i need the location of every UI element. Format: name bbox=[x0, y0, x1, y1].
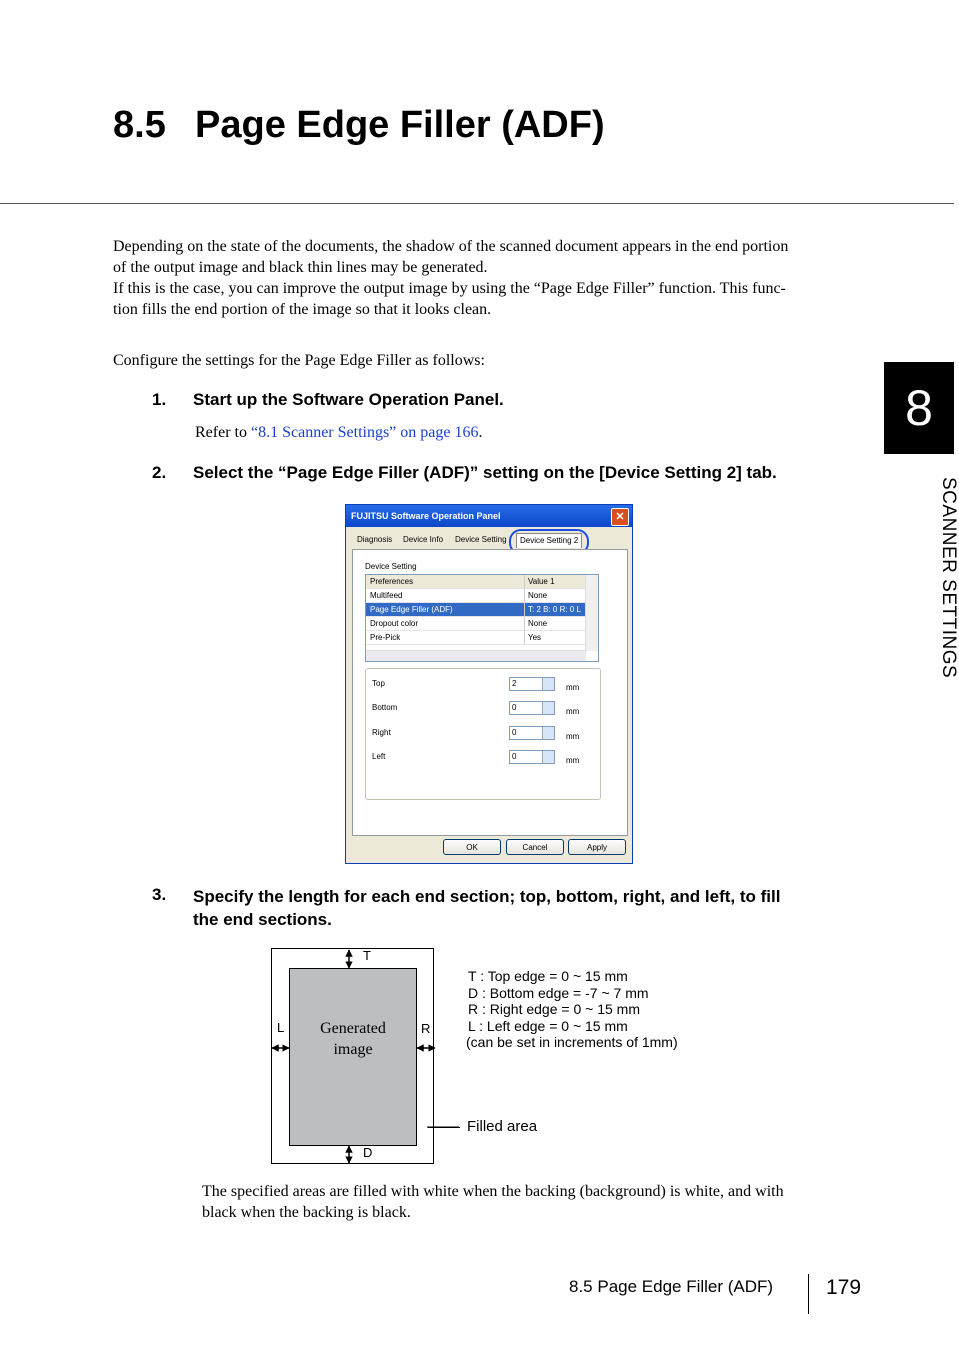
grid-row-pref: Multifeed bbox=[370, 591, 403, 600]
left-value: 0 bbox=[512, 752, 517, 761]
t-label: T bbox=[363, 948, 371, 963]
grid-header-preferences: Preferences bbox=[370, 577, 414, 586]
legend-line: (can be set in increments of 1mm) bbox=[466, 1034, 678, 1051]
grid-header bbox=[366, 575, 586, 589]
edge-settings-group bbox=[365, 668, 601, 800]
r-label: R bbox=[421, 1021, 431, 1036]
bottom-value: 0 bbox=[512, 703, 517, 712]
d-label: D bbox=[363, 1145, 373, 1160]
grid-row-pref: Dropout color bbox=[370, 619, 419, 628]
closing-paragraph bbox=[202, 1181, 862, 1223]
legend-line: R : Right edge = 0 ~ 15 mm bbox=[468, 1001, 640, 1018]
chapter-side-label bbox=[877, 477, 959, 707]
cancel-button[interactable]: Cancel bbox=[506, 839, 564, 855]
intro-line: Depending on the state of the documents, the shadow of the scanned document appears in the end portion bbox=[113, 238, 789, 255]
field-label-left: Left bbox=[372, 752, 386, 761]
spin-arrows-icon[interactable] bbox=[542, 727, 554, 739]
step-3-line: Specify the length for each end section; top, bottom, right, and left, to fill bbox=[193, 887, 781, 906]
generated-image-label-line: image bbox=[333, 1041, 373, 1058]
dialog-title: FUJITSU Software Operation Panel bbox=[351, 511, 501, 521]
edge-arrows bbox=[265, 944, 445, 1168]
grid-vertical-scrollbar[interactable] bbox=[585, 575, 598, 651]
legend-line: D : Bottom edge = -7 ~ 7 mm bbox=[468, 984, 649, 1001]
step-1-refer bbox=[195, 422, 482, 443]
settings-grid bbox=[365, 574, 599, 662]
step-3-number: 3. bbox=[152, 885, 167, 904]
right-stepper[interactable] bbox=[509, 726, 555, 740]
step-3-text bbox=[193, 885, 780, 931]
spin-arrows-icon[interactable] bbox=[542, 702, 554, 714]
chapter-tab: 8 bbox=[884, 362, 954, 454]
step-2-text: Select the “Page Edge Filler (ADF)” setting on the [Device Setting 2] tab. bbox=[193, 463, 777, 482]
filled-area-leader-line bbox=[428, 1127, 460, 1128]
apply-button[interactable]: Apply bbox=[568, 839, 626, 855]
section-title: Page Edge Filler (ADF) bbox=[195, 104, 605, 146]
grid-row[interactable] bbox=[366, 589, 586, 603]
grid-row[interactable] bbox=[366, 631, 586, 645]
closing-line: black when the backing is black. bbox=[202, 1204, 411, 1221]
grid-row-value: None bbox=[528, 619, 548, 628]
ok-button[interactable]: OK bbox=[443, 839, 501, 855]
grid-row-value: Yes bbox=[528, 633, 542, 642]
left-stepper[interactable] bbox=[509, 750, 555, 764]
tab-device-setting[interactable]: Device Setting bbox=[455, 535, 507, 544]
title-rule bbox=[0, 203, 954, 204]
page-title bbox=[113, 104, 605, 147]
tab-panel bbox=[352, 549, 628, 836]
dialog-titlebar bbox=[346, 505, 632, 527]
page-number: 179 bbox=[826, 1276, 862, 1299]
field-label-top: Top bbox=[372, 679, 385, 688]
software-operation-panel-dialog bbox=[345, 504, 633, 864]
filled-area-label: Filled area bbox=[467, 1118, 538, 1135]
generated-image-label-line: Generated bbox=[320, 1020, 386, 1037]
top-stepper[interactable] bbox=[509, 677, 555, 691]
unit-label: mm bbox=[566, 707, 580, 716]
legend-line: L : Left edge = 0 ~ 15 mm bbox=[468, 1017, 628, 1034]
intro-line: of the output image and black thin lines may be generated. bbox=[113, 259, 488, 276]
right-value: 0 bbox=[512, 728, 517, 737]
bottom-stepper[interactable] bbox=[509, 701, 555, 715]
section-number: 8.5 bbox=[113, 104, 166, 146]
footer-section: 8.5 Page Edge Filler (ADF) bbox=[569, 1277, 774, 1296]
refer-prefix: Refer to bbox=[195, 424, 251, 441]
spin-arrows-icon[interactable] bbox=[542, 751, 554, 763]
closing-line: The specified areas are filled with white when the backing (background) is white, and with bbox=[202, 1183, 784, 1200]
spin-arrows-icon[interactable] bbox=[542, 678, 554, 690]
unit-label: mm bbox=[566, 756, 580, 765]
l-label: L bbox=[277, 1020, 285, 1035]
configure-text: Configure the settings for the Page Edge Filler as follows: bbox=[113, 352, 485, 369]
close-icon[interactable]: ✕ bbox=[611, 508, 629, 526]
field-label-right: Right bbox=[372, 728, 391, 737]
top-value: 2 bbox=[512, 679, 517, 688]
grid-row-value: T: 2 B: 0 R: 0 L bbox=[528, 605, 581, 614]
field-label-bottom: Bottom bbox=[372, 703, 398, 712]
unit-label: mm bbox=[566, 683, 580, 692]
tab-device-info[interactable]: Device Info bbox=[403, 535, 444, 544]
grid-row-selected[interactable] bbox=[366, 603, 586, 617]
legend-line: T : Top edge = 0 ~ 15 mm bbox=[468, 968, 628, 984]
chapter-side-label-text: SCANNER SETTINGS bbox=[938, 477, 959, 679]
refer-suffix: . bbox=[478, 424, 483, 441]
edge-legend bbox=[468, 968, 678, 1051]
intro-line: tion fills the end portion of the image so that it looks clean. bbox=[113, 301, 492, 318]
grid-horizontal-scrollbar[interactable] bbox=[366, 650, 586, 661]
step-3-line: the end sections. bbox=[193, 910, 332, 929]
device-setting-label: Device Setting bbox=[365, 562, 417, 571]
footer-divider bbox=[808, 1274, 809, 1314]
grid-row-value: None bbox=[528, 591, 548, 600]
intro-paragraph bbox=[113, 236, 873, 320]
step-1-number: 1. bbox=[152, 390, 167, 409]
step-2-number: 2. bbox=[152, 463, 167, 482]
intro-line: If this is the case, you can improve the output image by using the “Page Edge Filler” function. This func- bbox=[113, 280, 786, 297]
grid-row[interactable] bbox=[366, 617, 586, 631]
unit-label: mm bbox=[566, 732, 580, 741]
grid-row-pref: Pre-Pick bbox=[370, 633, 401, 642]
grid-row-pref: Page Edge Filler (ADF) bbox=[370, 605, 453, 614]
refer-link[interactable]: “8.1 Scanner Settings” on page 166 bbox=[250, 424, 479, 441]
step-1-text: Start up the Software Operation Panel. bbox=[193, 390, 504, 409]
tab-diagnosis[interactable]: Diagnosis bbox=[357, 535, 393, 544]
tab-device-setting-2[interactable]: Device Setting 2 bbox=[516, 533, 582, 548]
grid-header-value: Value 1 bbox=[528, 577, 555, 586]
